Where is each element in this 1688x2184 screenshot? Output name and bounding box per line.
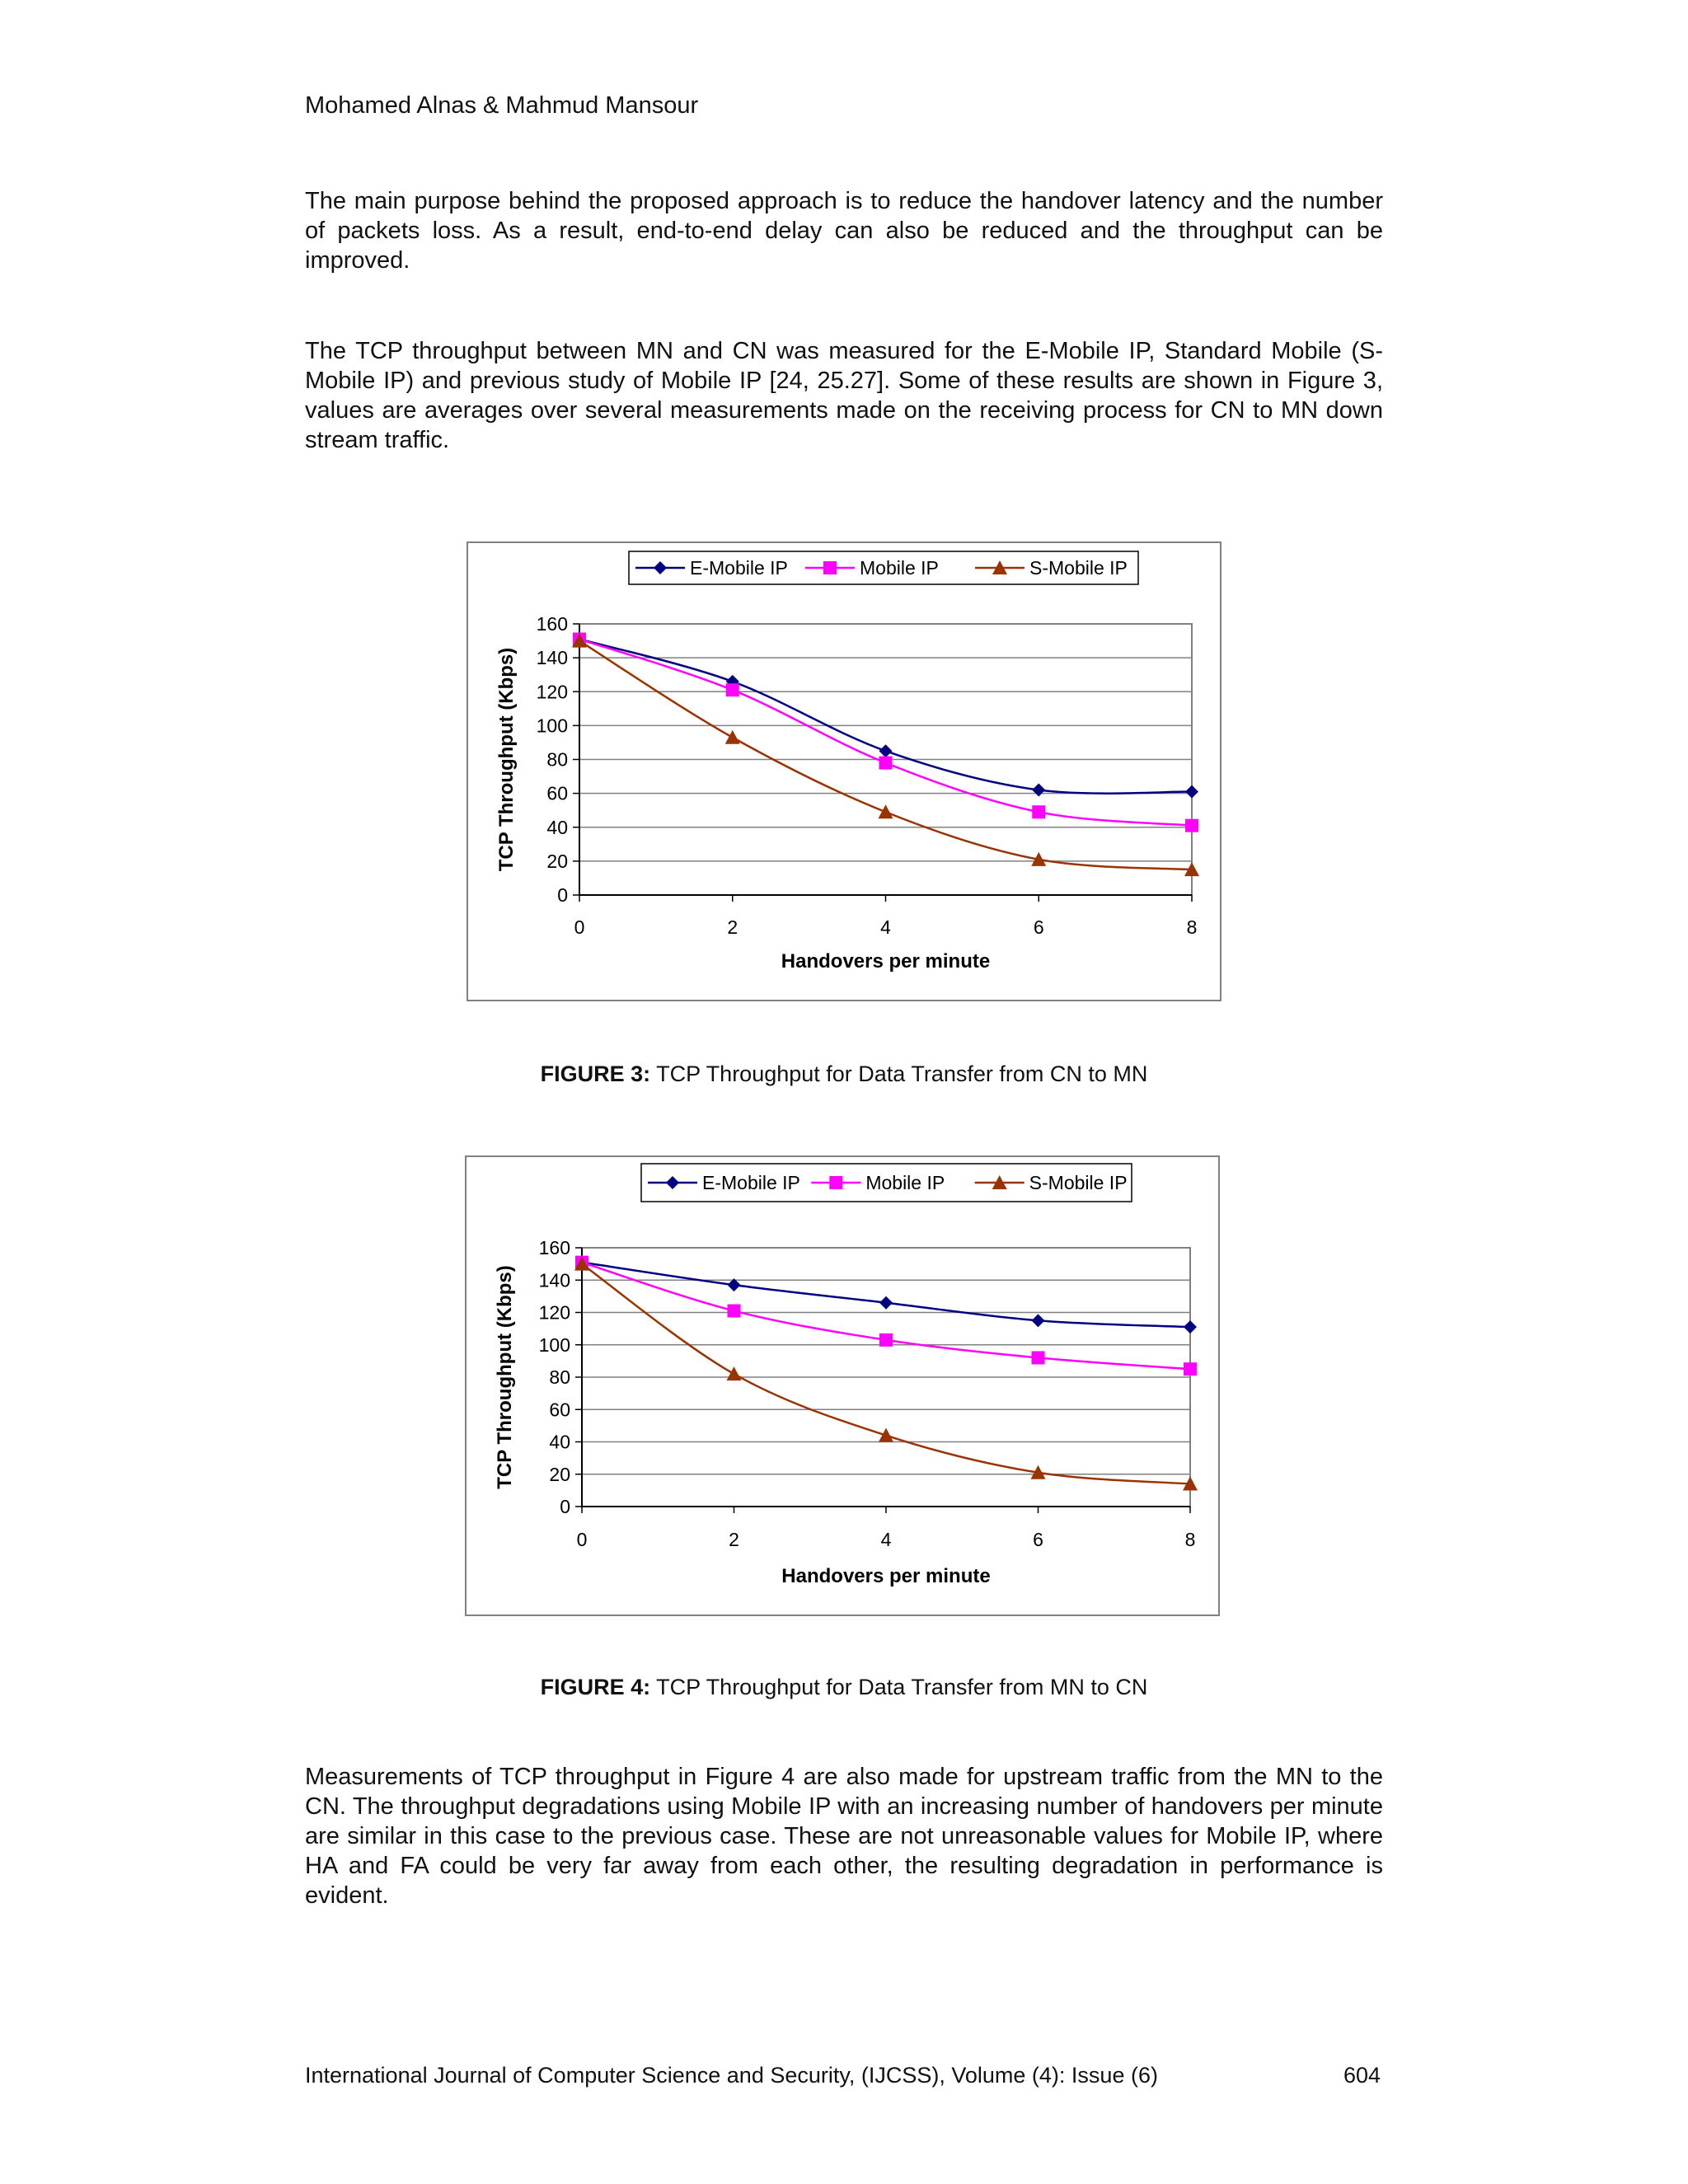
- x-tick-label: 0: [574, 916, 585, 938]
- data-point: [1185, 819, 1198, 832]
- legend-label: S-Mobile IP: [1029, 557, 1128, 579]
- paragraph-intro: The main purpose behind the proposed approach is to reduce the handover latency and the number of packets loss. As a result, end-to-end delay can also be reduced and the throughput can be improved.: [305, 188, 1383, 274]
- x-tick-label: 8: [1184, 1529, 1196, 1550]
- data-point: [879, 1333, 893, 1347]
- figure-3-caption: [0, 1062, 1688, 1087]
- legend-marker: [829, 1176, 842, 1189]
- figure-4-chart: [465, 1155, 1220, 1616]
- running-header: Mohamed Alnas & Mahmud Mansour: [305, 92, 699, 119]
- figure-4-svg: [467, 1157, 1218, 1615]
- x-tick-label: 4: [880, 916, 891, 938]
- y-tick-label: 100: [538, 1333, 570, 1356]
- data-point: [728, 1305, 741, 1318]
- y-tick-label: 60: [549, 1399, 570, 1421]
- y-tick-label: 40: [546, 816, 568, 838]
- data-point: [1032, 1351, 1045, 1364]
- x-axis-title: Handovers per minute: [781, 950, 991, 972]
- x-tick-label: 8: [1186, 916, 1198, 938]
- y-tick-label: 60: [546, 782, 568, 804]
- y-tick-label: 100: [536, 715, 568, 737]
- figure-4-caption-text: TCP Throughput for Data Transfer from MN to CN: [650, 1675, 1148, 1699]
- legend-label: E-Mobile IP: [690, 557, 788, 579]
- y-tick-label: 160: [538, 1237, 570, 1258]
- page-number: 604: [1343, 2063, 1381, 2088]
- data-point: [1032, 805, 1045, 818]
- journal-footer: International Journal of Computer Science and Security, (IJCSS), Volume (4): Issue (6): [305, 2063, 1158, 2088]
- data-point: [1184, 1362, 1197, 1376]
- figure-3-label: FIGURE 3:: [540, 1062, 651, 1086]
- legend-label: S-Mobile IP: [1029, 1172, 1128, 1193]
- paragraph-upstream: Measurements of TCP throughput in Figure 4 are also made for upstream traffic from the MN to the CN. The throughput degradations using Mobile IP with an increasing number of handovers per minute are similar in this case to the previous case. These are not unreasonable values for Mobile IP, where HA and FA could be very far away from each other, the resulting degradation in performance is evident.: [305, 1764, 1383, 1909]
- data-point: [879, 757, 893, 770]
- y-tick-label: 80: [549, 1366, 570, 1388]
- x-tick-label: 0: [576, 1529, 588, 1550]
- figure-3-chart: [467, 541, 1221, 1001]
- y-tick-label: 0: [560, 1496, 570, 1517]
- y-tick-label: 120: [536, 681, 568, 703]
- y-tick-label: 160: [536, 613, 568, 635]
- data-point: [726, 683, 739, 696]
- x-tick-label: 2: [729, 1529, 739, 1550]
- legend: [641, 1164, 1132, 1202]
- legend-label: Mobile IP: [865, 1172, 945, 1193]
- y-tick-label: 20: [546, 850, 568, 872]
- x-axis-title: Handovers per minute: [781, 1565, 991, 1587]
- legend-label: Mobile IP: [860, 557, 939, 579]
- y-axis-title: TCP Throughput (Kbps): [494, 1265, 516, 1489]
- figure-3-svg: [468, 543, 1220, 1000]
- legend: [629, 551, 1138, 584]
- figure-4-caption: [0, 1675, 1688, 1700]
- y-tick-label: 80: [546, 748, 568, 771]
- x-tick-label: 4: [880, 1529, 892, 1550]
- y-tick-label: 0: [557, 884, 568, 906]
- y-tick-label: 140: [536, 647, 568, 669]
- x-tick-label: 2: [727, 916, 738, 938]
- figure-3-caption-text: TCP Throughput for Data Transfer from CN to MN: [650, 1062, 1148, 1086]
- figure-4-label: FIGURE 4:: [540, 1675, 651, 1699]
- y-tick-label: 40: [549, 1431, 570, 1453]
- y-axis-title: TCP Throughput (Kbps): [495, 647, 518, 872]
- y-tick-label: 140: [538, 1269, 570, 1291]
- y-tick-label: 20: [549, 1463, 570, 1485]
- y-tick-label: 120: [538, 1301, 570, 1324]
- x-tick-label: 6: [1033, 916, 1044, 938]
- x-tick-label: 6: [1033, 1529, 1043, 1550]
- legend-label: E-Mobile IP: [702, 1172, 800, 1193]
- paragraph-measurement: The TCP throughput between MN and CN was measured for the E-Mobile IP, Standard Mobile (S-Mobile IP) and previous study of Mobile IP [24, 25.27]. Some of these results are shown in Figure 3, values are averages over several measurements made on the receiving process for CN to MN down stream traffic.: [305, 338, 1383, 453]
- legend-marker: [823, 561, 837, 574]
